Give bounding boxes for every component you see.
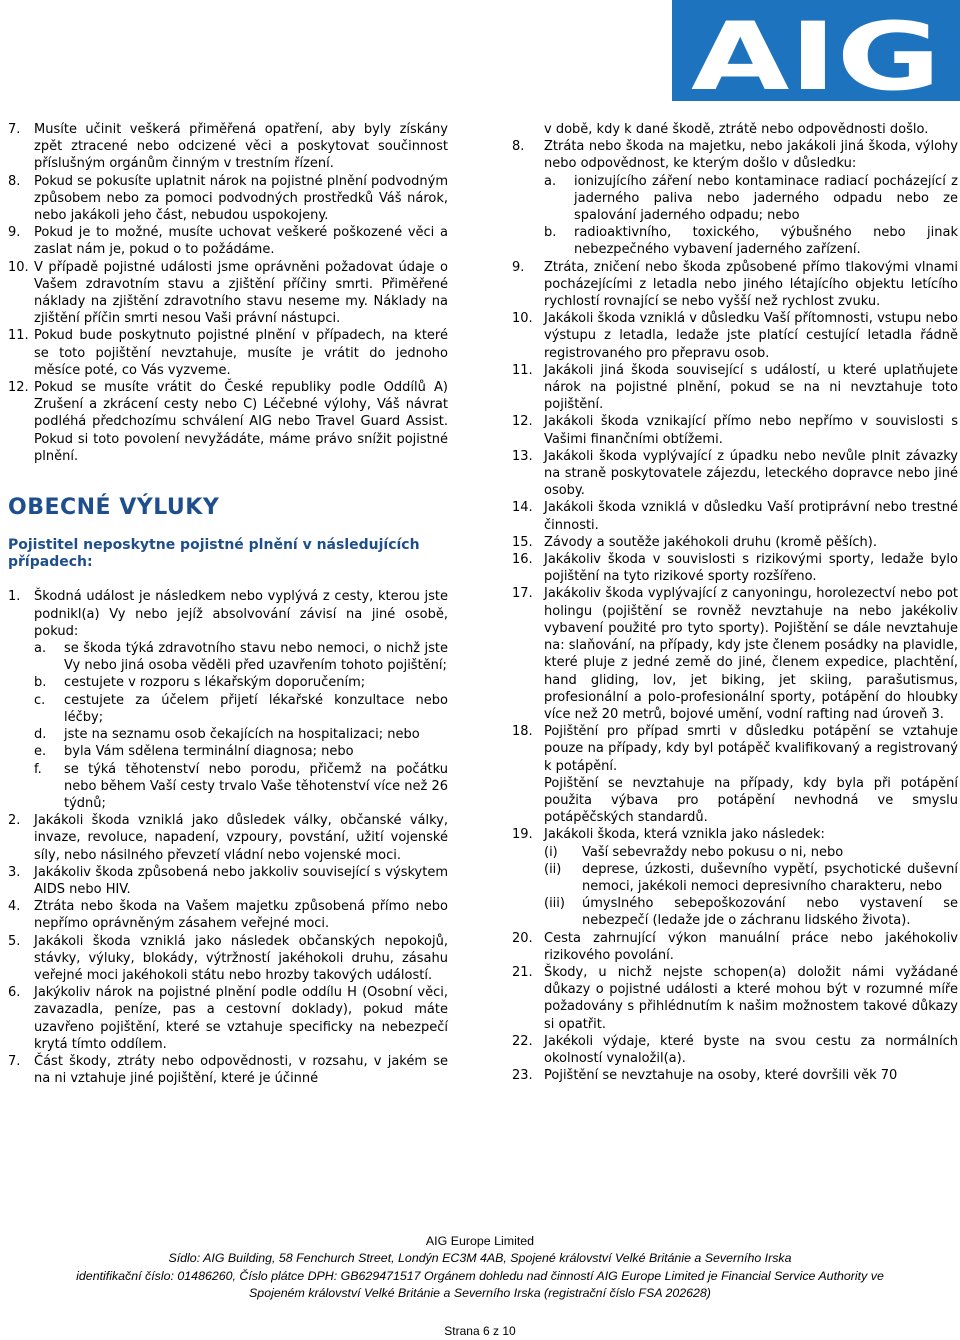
- list-item: [8, 984, 448, 1053]
- sub-item-label: (ii): [544, 861, 562, 877]
- list-item: [512, 551, 958, 585]
- sub-item-text: se týká těhotenství nebo porodu, přičemž na počátku nebo během Vaší cesty trvalo Vaše těhotenství více než 26 týdnů;: [64, 761, 448, 811]
- item-number: 4.: [8, 899, 21, 915]
- sub-item: [34, 726, 448, 743]
- continued-text: [512, 121, 958, 138]
- footer-address: Sídlo: AIG Building, 58 Fenchurch Street, Londýn EC3M 4AB, Spojené království Velké Británie a Severního Irska: [168, 1251, 792, 1266]
- list-item: [512, 448, 958, 500]
- sub-item-label: a.: [544, 173, 557, 189]
- list-item: [8, 379, 448, 465]
- item-text: Jakákoli škoda vzniklá v důsledku Vaší přítomnosti, vstupu nebo výstupu z letadla, ledaže jste platící cestující letadla řádně registrovaného pro přepravu osob.: [544, 311, 958, 361]
- item-number: 9.: [8, 225, 21, 241]
- item-number: 7.: [8, 1053, 21, 1069]
- item-text: Ztráta, zničení nebo škoda způsobené přímo tlakovými vlnami pocházejícími z letadla nebo jiného létajícího objektu letícího rychlostí rovnající se nebo vyšší než rychlost zvuku.: [544, 259, 958, 310]
- sub-item: [34, 692, 448, 726]
- item-number: 20.: [512, 930, 533, 946]
- sub-item: [544, 224, 958, 258]
- sub-item: [544, 173, 958, 225]
- conditions-list: [8, 121, 448, 465]
- sub-item: [34, 761, 448, 813]
- list-item: [512, 362, 958, 414]
- list-item: [8, 812, 448, 864]
- list-item: [512, 1067, 958, 1084]
- item-number: 3.: [8, 864, 21, 880]
- sub-item-text: cestujete v rozporu s lékařským doporučením;: [64, 675, 366, 691]
- continued-paragraph: v době, kdy k dané škodě, ztrátě nebo odpovědnosti došlo.: [544, 122, 929, 137]
- footer-company: AIG Europe Limited: [425, 1234, 535, 1248]
- list-item: [8, 173, 448, 225]
- sub-item-text: se škoda týká zdravotního stavu nebo nemoci, o nichž jste Vy nebo jiná osoba věděli před uzavřením tohoto pojištění;: [64, 641, 448, 674]
- sub-item-label: e.: [34, 744, 47, 760]
- section-subheading: Pojistitel neposkytne pojistné plnění v následujících případech:: [8, 537, 420, 571]
- item-text: Jakákoliv škoda v souvislosti s rizikovými sporty, ledaže bylo pojištění na tyto rizikové sporty rozšířeno.: [544, 552, 958, 585]
- item-number: 8.: [512, 139, 525, 155]
- list-item: [512, 499, 958, 533]
- list-item: [512, 964, 958, 1033]
- item-text: Musíte učinit veškerá přiměřená opatření, aby byly získány zpět ztracené nebo odcizené věci a poskytovat součinnost příslušným orgánům činným v trestním řízení.: [34, 122, 448, 172]
- exclusion-list: [512, 930, 958, 1085]
- item-number: 2.: [8, 813, 21, 829]
- sub-item-label: a.: [34, 641, 47, 657]
- item-number: 11.: [512, 362, 533, 378]
- list-item: [8, 864, 448, 898]
- sub-item-text: byla Vám sdělena terminální diagnosa; nebo: [64, 744, 354, 760]
- item-number: 19.: [512, 827, 533, 843]
- item-number: 5.: [8, 933, 21, 949]
- sub-list: [544, 173, 958, 259]
- exclusion-item: [512, 585, 958, 723]
- item-text: Pokud se pokusíte uplatnit nárok na pojistné plnění podvodným způsobem nebo za pomoci podvodných prostředků Váš nárok, nebo jakákoli jeho část, nebudou uspokojeny.: [34, 173, 448, 224]
- item-number: 22.: [512, 1033, 533, 1049]
- item-text: V případě pojistné události jsme oprávněni požadovat údaje o Vašem zdravotním stavu a zjištění příčiny smrti. Přiměřené náklady na zjištění zdravotního stavu neseme my. Náklady na zjištění příčin smrti nesou Vaši právní nástupci.: [34, 259, 448, 327]
- item-text: Jakákoliv škoda způsobená nebo jakkoliv související s výskytem AIDS nebo HIV.: [34, 864, 448, 897]
- list-item: [512, 534, 958, 551]
- aig-logo-text: AIG: [691, 4, 941, 97]
- item-number: 21.: [512, 964, 533, 980]
- item-text: Pojištění pro případ smrti v důsledku potápění se vztahuje pouze na případy, kdy byl potápěč kvalifikovaný a registrovaný k potápění.: [544, 724, 958, 774]
- item-text-2: Pojištění se nevztahuje na případy, kdy byla při potápění použita výbava pro potápění nevhodná ve smyslu potápěčských standardů.: [544, 775, 958, 826]
- list-item: [512, 1033, 958, 1067]
- list-item: [8, 259, 448, 328]
- aig-logo: [672, 0, 960, 101]
- item-text: Závody a soutěže jakéhokoli druhu (kromě pěších).: [544, 534, 877, 550]
- list-item: [8, 898, 448, 932]
- list-item: [8, 933, 448, 985]
- sub-list: [34, 640, 448, 812]
- sub-item-text: ionizujícího záření nebo kontaminace radiací pocházející z jaderného paliva nebo jaderného odpadu nebo ze spalování jaderného odpadu; nebo: [574, 173, 958, 224]
- item-number: 12.: [8, 380, 29, 396]
- item-text: Pojištění se nevztahuje na osoby, které dovršili věk 70: [544, 1068, 898, 1084]
- exclusion-item: [512, 138, 958, 258]
- item-number: 11.: [8, 328, 29, 344]
- exclusion-list: [512, 259, 958, 586]
- sub-item-text: úmyslného sebepoškozování nebo vystavení se nebezpečí (ledaže jde o záchranu lidského života).: [582, 896, 958, 929]
- item-text: Pokud se musíte vrátit do České republiky podle Oddílů A) Zrušení a zkrácení cesty nebo C) Léčebné výlohy, Váš návrat podléhá předchozímu schválení AIG nebo Travel Guard Assist. Pokud si toto povolení nevyžádáte, máme právo snížit pojistné plnění.: [34, 380, 448, 464]
- item-text: Pokud bude poskytnuto pojistné plnění v případech, na které se toto pojištění nevztahuje, musíte je vrátit do jednoho měsíce poté, co Vás vyzveme.: [34, 328, 448, 378]
- item-text: Škodná událost je následkem nebo vyplývá z cesty, kterou jste podnikl(a) Vy nebo jejíž absolvování závisí na jiné osobě, pokud:: [34, 589, 448, 639]
- exclusion-item: [512, 826, 958, 929]
- list-item: [512, 413, 958, 447]
- exclusion-item: [512, 723, 958, 826]
- exclusion-list: [8, 812, 448, 1087]
- list-item: [512, 310, 958, 362]
- sub-item-label: (i): [544, 844, 558, 860]
- exclusion-item: [8, 588, 448, 812]
- item-text: Část škody, ztráty nebo odpovědnosti, v rozsahu, v jakém se na ni vztahuje jiné pojištění, které je účinné: [34, 1053, 448, 1087]
- item-text: Jakákoli škoda vzniklá v důsledku Vaší protiprávní nebo trestné činnosti.: [544, 500, 958, 533]
- item-number: 12.: [512, 414, 533, 430]
- sub-item-label: c.: [34, 692, 46, 708]
- list-item: [512, 259, 958, 311]
- sub-item: [544, 844, 958, 861]
- list-item: [8, 1053, 448, 1087]
- item-text: Pokud je to možné, musíte uchovat veškeré poškozené věci a zaslat nám je, pokud o to požádáme.: [34, 225, 448, 258]
- item-text: Jakákoli škoda vzniklá jako důsledek války, občanské války, invaze, revoluce, napadení, vzpoury, povstání, užití vojenské síly, nebo násilného převzetí vládní nebo vojenské moci.: [34, 813, 448, 863]
- item-text: Cesta zahrnující výkon manuální práce nebo jakéhokoliv rizikového povolání.: [544, 930, 958, 963]
- item-text: Jakákoli škoda vzniklá jako následek občanských nepokojů, stávky, výluky, blokády, výtržností jakéhokoli druhu, zásahu veřejné moci jakéhokoli státu nebo hrozby takových událostí.: [34, 933, 448, 983]
- item-text: Jakákoli škoda, která vznikla jako následek:: [544, 827, 825, 843]
- item-number: 16.: [512, 552, 533, 568]
- item-text: Ztráta nebo škoda na majetku, nebo jakákoli jiná škoda, výlohy nebo odpovědnost, ke kterým došlo v důsledku:: [544, 139, 958, 172]
- sub-item-label: (iii): [544, 896, 565, 912]
- item-number: 15.: [512, 534, 533, 550]
- item-number: 9.: [512, 259, 525, 275]
- sub-item-text: radioaktivního, toxického, výbušného nebo jinak nebezpečného vybavení jaderného zařízení.: [574, 225, 958, 258]
- item-number: 10.: [512, 311, 533, 327]
- list-item: [8, 121, 448, 173]
- item-number: 6.: [8, 985, 21, 1001]
- section-heading: OBECNÉ VÝLUKY: [8, 495, 220, 521]
- list-item: [8, 224, 448, 258]
- sub-item: [544, 895, 958, 929]
- item-text: Jakákoli škoda vyplývající z úpadku nebo nevůle plnit závazky na straně poskytovatele zájezdu, leteckého dopravce nebo jiné osoby.: [544, 448, 958, 499]
- sub-item-text: Vaší sebevraždy nebo pokusu o ni, nebo: [582, 844, 844, 860]
- item-text: Jakákoli škoda vznikající přímo nebo nepřímo v souvislosti s Vašimi finančními obtížemi.: [544, 414, 958, 447]
- sub-item-label: d.: [34, 727, 47, 743]
- sub-item-text: deprese, úzkosti, duševního vypětí, psychotické duševní nemoci, jakékoli nemoci depresivního charakteru, nebo: [582, 861, 958, 894]
- sub-list: [544, 844, 958, 930]
- sub-item-text: jste na seznamu osob čekajících na hospitalizaci; nebo: [64, 727, 420, 743]
- list-item: [8, 327, 448, 379]
- item-number: 14.: [512, 500, 533, 516]
- item-number: 7.: [8, 122, 21, 137]
- item-number: 10.: [8, 259, 29, 275]
- sub-item-text: cestujete za účelem přijetí lékařské konzultace nebo léčby;: [64, 692, 448, 725]
- sub-item-label: b.: [34, 675, 47, 691]
- left-column: [8, 121, 448, 1087]
- aig-logo-mark: [681, 5, 951, 97]
- item-number: 1.: [8, 589, 21, 605]
- item-number: 18.: [512, 724, 533, 740]
- sub-item-label: f.: [34, 761, 42, 777]
- item-number: 13.: [512, 448, 533, 464]
- sub-item-label: b.: [544, 225, 557, 241]
- item-text: Jakékoli výdaje, které byste na svou cestu za normálních okolností vynaložil(a).: [544, 1033, 958, 1066]
- sub-item: [34, 674, 448, 691]
- list-item: [512, 930, 958, 964]
- footer-registration-cont: Spojeném království Velké Británie a Severního Irska (registrační číslo FSA 202628): [249, 1286, 711, 1301]
- sub-item: [544, 861, 958, 895]
- sub-item: [34, 640, 448, 674]
- item-text: Škody, u nichž nejste schopen(a) doložit námi vyžádané důkazy o pojistné události a které mohou být v rozumné míře požadovány s přihlédnutím k našim možnostem takové důkazy si opatřit.: [544, 964, 958, 1032]
- item-text: Jakákoli jiná škoda související s událostí, u které uplatňujete nárok na pojistné plnění, pokud se na ni nevztahuje toto pojištění.: [544, 362, 958, 413]
- item-text: Jakákoliv škoda vyplývající z canyoningu, horolezectví nebo pot holingu (pojištění se rovněž nevztahuje na nebo jakékoliv vybavení použité pro tyto sporty). Pojištění se dále nevztahuje na: slaňování, na případy, kdy jste členem posádky na plavidle, které pluje z jedné země do jiné, členem expedice, plachtění, hand gliding, lov, jet biking, jet skiing, parašutismus, profesionální a polo-profesionální sporty, potápění do hloubky více než 20 metrů, bojové umění, vodní rafting nad úroveň 3.: [544, 586, 958, 722]
- footer: [0, 1233, 960, 1303]
- item-number: 17.: [512, 586, 533, 602]
- item-number: 23.: [512, 1068, 533, 1084]
- footer-registration: identifikační číslo: 01486260, Číslo plátce DPH: GB629471517 Orgánem dohledu nad činností AIG Europe Limited je Financial Service Authority ve: [76, 1268, 884, 1283]
- item-text: Jakýkoliv nárok na pojistné plnění podle oddílu H (Osobní věci, zavazadla, peníze, pas a cestovní doklady), pokud máte uzavřeno pojištění, které se vztahuje specificky na nebezpečí krytá tímto oddílem.: [34, 985, 448, 1052]
- sub-item: [34, 743, 448, 760]
- item-number: 8.: [8, 173, 21, 189]
- right-column: [512, 121, 958, 1084]
- item-text: Ztráta nebo škoda na Vašem majetku způsobená přímo nebo nepřímo oprávněným zásahem veřejné moci.: [34, 899, 448, 932]
- page-number: Strana 6 z 10: [444, 1324, 516, 1338]
